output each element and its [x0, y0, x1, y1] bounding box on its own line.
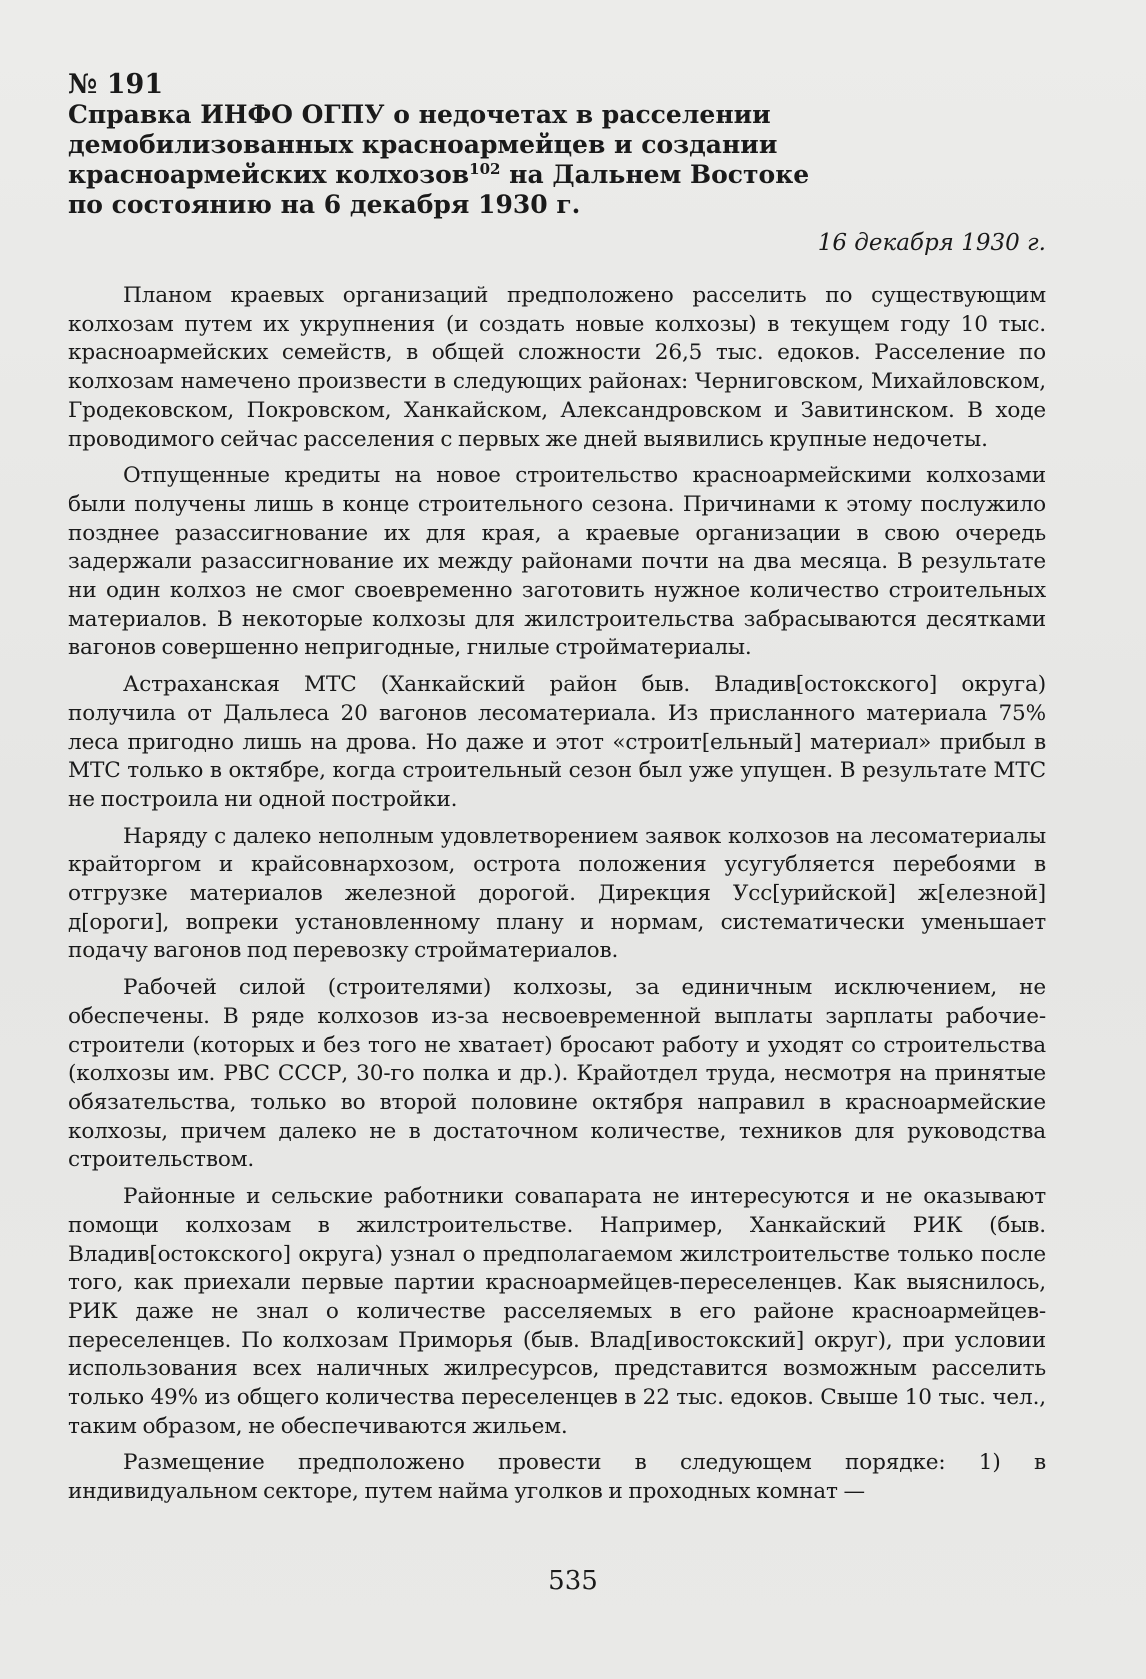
footnote-reference: 102 [469, 160, 501, 178]
paragraph-7: Размещение предположено провести в следующем порядке: 1) в индивидуальном секторе, путем найма уголков и проходных комнат — [68, 1450, 1046, 1505]
document-body [68, 282, 1046, 1507]
document-number: № 191 [68, 69, 164, 100]
page-number: 535 [548, 1566, 598, 1596]
paragraph-1: Планом краевых организаций предположено расселить по существующим колхозам путем их укрупнения (и создать новые колхозы) в текущем году 10 тыс. красноармейских семейств, в общей сложности 26,5 тыс. едоков. Расселение по колхозам намечено произвести в следующих районах: Черниговском, Михайловском, Гродековском, Покровском, Ханкайском, Александровском и Завитинском. В ходе проводимого сейчас расселения с первых же дней выявились крупные недочеты. [68, 283, 1046, 452]
paragraph-2: Отпущенные кредиты на новое строительство красноармейскими колхозами были получены лишь в конце строительного сезона. Причинами к этому послужило позднее разассигнование их для края, а краевые организации в свою очередь задержали разассигнование их между районами почти на два месяца. В результате ни один колхоз не смог своевременно заготовить нужное количество строительных материалов. В некоторые колхозы для жилстроительства забрасываются десятками вагонов совершенно непригодные, гнилые стройматериалы. [68, 463, 1046, 661]
title-line-3 [68, 160, 1046, 190]
title-line-3-text: красноармейских колхозов [68, 160, 470, 189]
paragraph-5: Рабочей силой (строителями) колхозы, за единичным исключением, не обеспечены. В ряде колхозов из-за несвоевременной выплаты зарплаты рабочие- строители (которых и без того не хватает) бросают работу и уходят со строительства (колхозы им. РВС СССР, 30-го полка и др.). Крайотдел труда, несмотря на принятые обязательства, только во второй половине октября направил в красноармейские колхозы, причем далеко не в достаточном количестве, техников для руководства строительством. [68, 975, 1046, 1173]
title-line-2: демобилизованных красноармейцев и создании [68, 130, 778, 159]
document-title [68, 100, 1046, 220]
title-line-3-tail: на Дальнем Востоке [500, 160, 810, 189]
document-date: 16 декабря 1930 г. [817, 230, 1046, 256]
title-line-4: по состоянию на 6 декабря 1930 г. [68, 190, 581, 219]
paragraph-6: Районные и сельские работники совапарата не интересуются и не оказывают помощи колхозам в жилстроительстве. Например, Ханкайский РИК (быв. Владив[остокского] округа) узнал о предполагаемом жилстроительстве только после того, как приехали первые партии красноармейцев-переселенцев. Как выяснилось, РИК даже не знал о количестве расселяемых в его районе красноармейцев-переселенцев. По колхозам Приморья (быв. Влад[ивостокский] округ), при условии использования всех наличных жилресурсов, представится возможным расселить только 49% из общего количества переселенцев в 22 тыс. едоков. Свыше 10 тыс. чел., таким образом, не обеспечиваются жильем. [68, 1184, 1046, 1439]
paragraph-3: Астраханская МТС (Ханкайский район быв. Владив[остокского] округа) получила от Дальлеса 20 вагонов лесоматериала. Из присланного материала 75% леса пригодно лишь на дрова. Но даже и этот «строит[ельный] материал» прибыл в МТС только в октябре, когда строительный сезон был уже упущен. В результате МТС не построила ни одной постройки. [68, 672, 1046, 812]
title-line-1: Справка ИНФО ОГПУ о недочетах в расселении [68, 100, 771, 129]
document-content [68, 70, 1046, 1515]
paragraph-4: Наряду с далеко неполным удовлетворением заявок колхозов на лесоматериалы крайторгом и крайсовнархозом, острота положения усугубляется перебоями в отгрузке материалов железной дорогой. Дирекция Усс[урийской] ж[елезной] д[ороги], вопреки установленному плану и нормам, систематически уменьшает подачу вагонов под перевозку стройматериалов. [68, 823, 1046, 964]
